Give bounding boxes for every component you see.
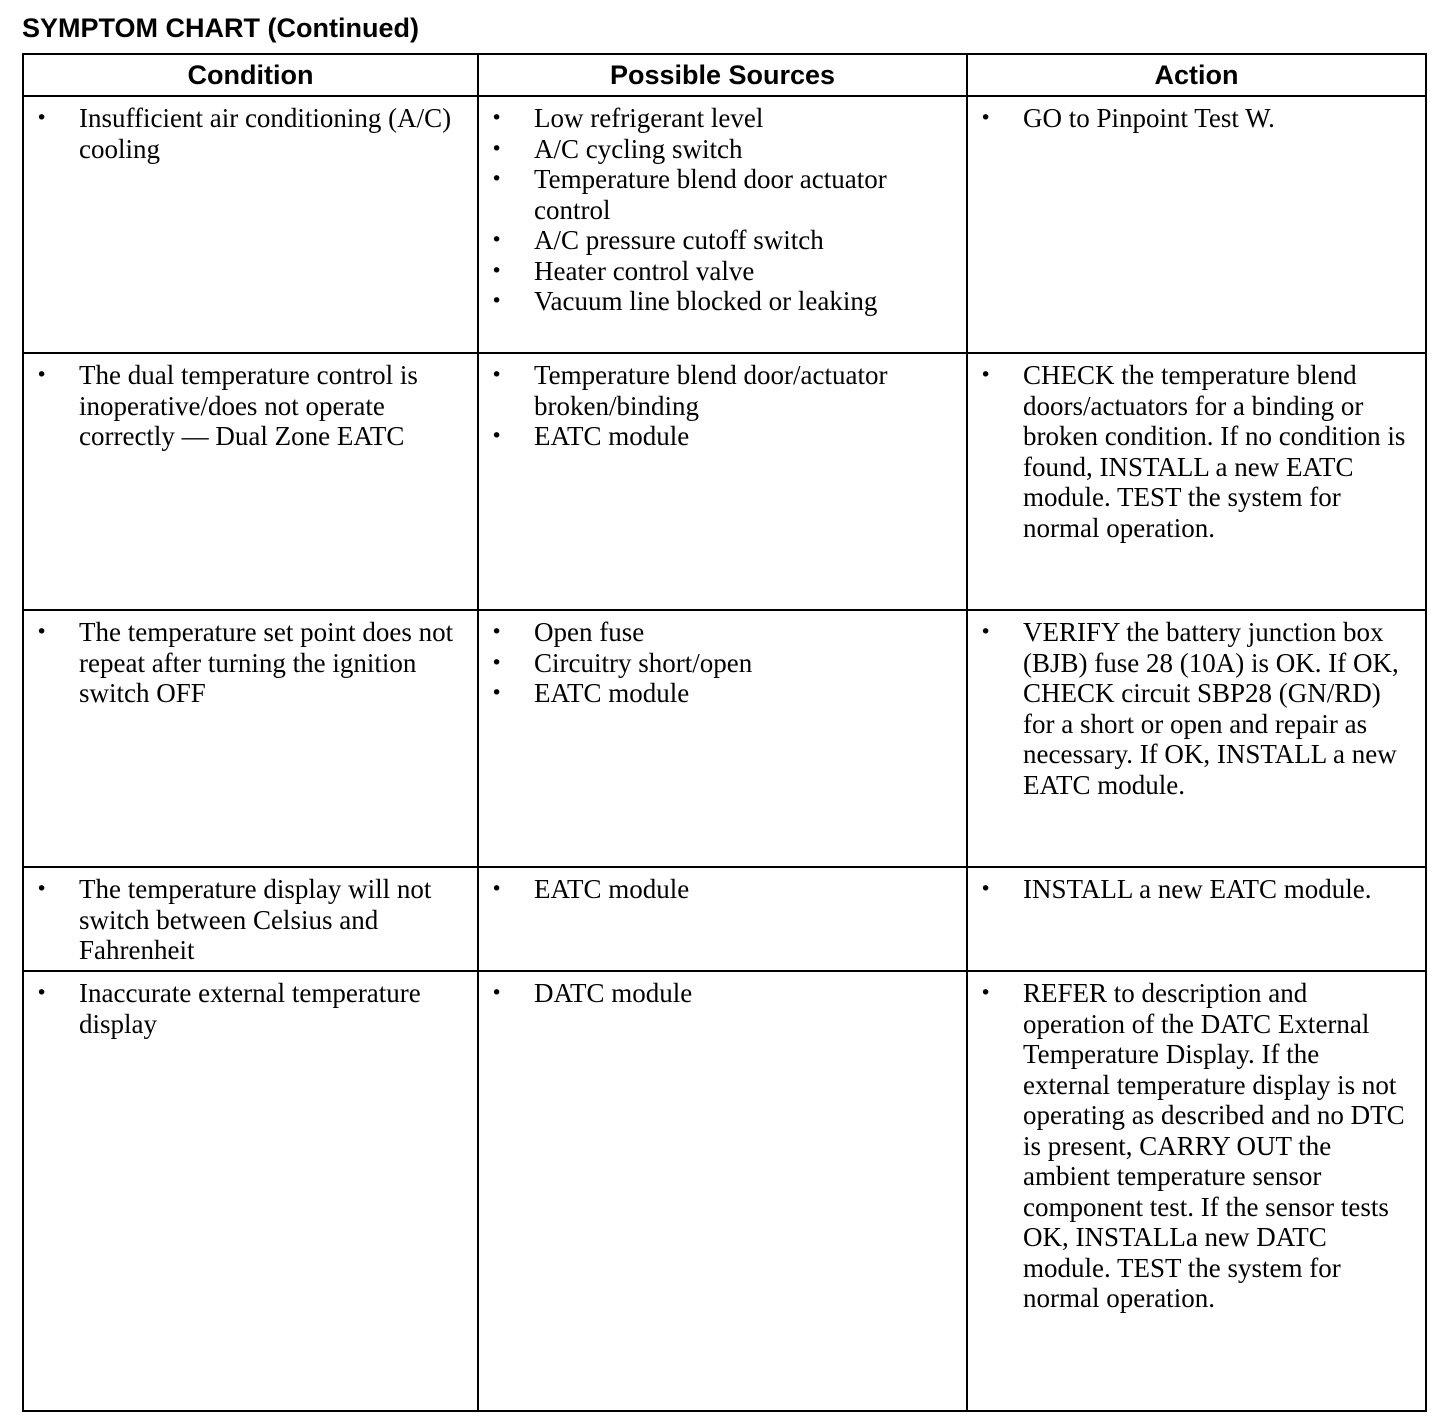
table-body [23,96,1426,1411]
list-item-text: Temperature blend door/actuator broken/binding [534,360,888,421]
list-item-text: EATC module [534,678,690,708]
list-item [24,978,461,1039]
bullet-list [479,617,950,709]
table-row [23,96,1426,353]
list-item [479,286,950,317]
list-item [968,874,1409,905]
bullet-list [968,360,1409,543]
list-item [24,874,461,966]
bullet-list [24,978,461,1039]
list-item [479,164,950,225]
page-title: SYMPTOM CHART (Continued) [22,13,419,43]
bullet-icon: • [491,290,503,312]
bullet-icon: • [36,364,48,386]
list-item [479,360,950,421]
list-item-text: Vacuum line blocked or leaking [534,286,878,316]
header-condition: Condition [23,54,478,96]
table-row [23,971,1426,1411]
action-cell [967,867,1426,971]
action-cell [967,610,1426,867]
table-header-row [23,54,1426,96]
bullet-icon: • [491,168,503,190]
condition-cell [23,353,478,610]
table-row [23,353,1426,610]
bullet-icon: • [491,229,503,251]
list-item [24,360,461,452]
list-item-text: Heater control valve [534,255,755,286]
list-item-text: INSTALL a new EATC module. [1023,874,1372,904]
list-item [968,978,1409,1314]
list-item-text: A/C cycling switch [534,133,743,164]
list-item-text: EATC module [534,874,690,904]
bullet-icon: • [491,364,503,386]
list-item [479,617,950,648]
list-item-text: The temperature display will not switch between Celsius and Fahrenheit [79,874,432,965]
bullet-list [968,617,1409,800]
list-item [968,360,1409,543]
list-item-text: DATC module [534,978,693,1008]
header-action: Action [967,54,1426,96]
list-item [968,617,1409,800]
list-item-text: CHECK the temperature blend doors/actuators for a binding or broken condition. If no condition is found, INSTALL a new EATC module. TEST the system for normal operation. [1023,360,1406,543]
possible-sources-cell [478,96,967,353]
list-item-text: EATC module [534,421,690,451]
bullet-list [24,617,461,709]
bullet-icon: • [491,621,503,643]
bullet-icon: • [491,259,503,282]
condition-cell [23,96,478,353]
bullet-icon: • [980,364,992,386]
list-item-text: The dual temperature control is inoperative/does not operate correctly — Dual Zone EATC [79,360,418,451]
list-item-text: VERIFY the battery junction box (BJB) fuse 28 (10A) is OK. If OK, CHECK circuit SBP28 (GN/RD) for a short or open and repair as necessary. If OK, INSTALL a new EATC module. [1023,617,1399,800]
list-item [479,103,950,134]
symptom-chart-table [22,53,1427,1412]
action-cell [967,353,1426,610]
bullet-icon: • [491,651,503,674]
list-item [479,678,950,709]
condition-cell [23,867,478,971]
table-row [23,867,1426,971]
bullet-icon: • [491,878,503,900]
bullet-icon: • [36,982,48,1004]
bullet-list [968,874,1409,905]
bullet-list [24,103,461,164]
list-item-text: A/C pressure cutoff switch [534,225,824,255]
bullet-icon: • [36,878,48,900]
bullet-icon: • [491,982,503,1004]
bullet-list [479,874,950,905]
list-item [968,103,1409,134]
bullet-icon: • [980,621,992,643]
possible-sources-cell [478,971,967,1411]
bullet-list [968,978,1409,1314]
list-item-text: Insufficient air conditioning (A/C) cooling [79,103,452,164]
bullet-icon: • [491,107,503,129]
list-item [24,103,461,164]
bullet-icon: • [491,425,503,447]
bullet-list [24,874,461,966]
header-possible-sources: Possible Sources [478,54,967,96]
bullet-icon: • [491,682,503,704]
possible-sources-cell [478,610,967,867]
list-item [479,256,950,287]
list-item-text: REFER to description and operation of the DATC External Temperature Display. If the external temperature display is not operating as described and no DTC is present, CARRY OUT the ambient temperature sensor component test. If the sensor tests OK, INSTALLa new DATC module. TEST the system for normal operation. [1023,978,1405,1313]
bullet-list [479,978,950,1009]
bullet-icon: • [36,621,48,643]
bullet-icon: • [491,137,503,160]
condition-cell [23,610,478,867]
bullet-list [24,360,461,452]
list-item-text: The temperature set point does not repeat after turning the ignition switch OFF [79,617,454,708]
bullet-icon: • [36,107,48,129]
list-item-text: GO to Pinpoint Test W. [1023,103,1275,133]
list-item [479,421,950,452]
bullet-icon: • [980,982,992,1004]
bullet-list [479,103,950,317]
list-item [479,134,950,165]
possible-sources-cell [478,353,967,610]
list-item-text: Inaccurate external temperature display [79,978,421,1039]
action-cell [967,971,1426,1411]
bullet-icon: • [980,107,992,129]
bullet-list [968,103,1409,134]
list-item [24,617,461,709]
list-item-text: Low refrigerant level [534,103,764,133]
bullet-icon: • [980,878,992,900]
condition-cell [23,971,478,1411]
list-item-text: Open fuse [534,617,645,647]
list-item [479,874,950,905]
list-item [479,225,950,256]
list-item-text: Circuitry short/open [534,647,753,678]
list-item-text: Temperature blend door actuator control [534,164,887,225]
list-item [479,648,950,679]
action-cell [967,96,1426,353]
possible-sources-cell [478,867,967,971]
bullet-list [479,360,950,452]
list-item [479,978,950,1009]
table-row [23,610,1426,867]
